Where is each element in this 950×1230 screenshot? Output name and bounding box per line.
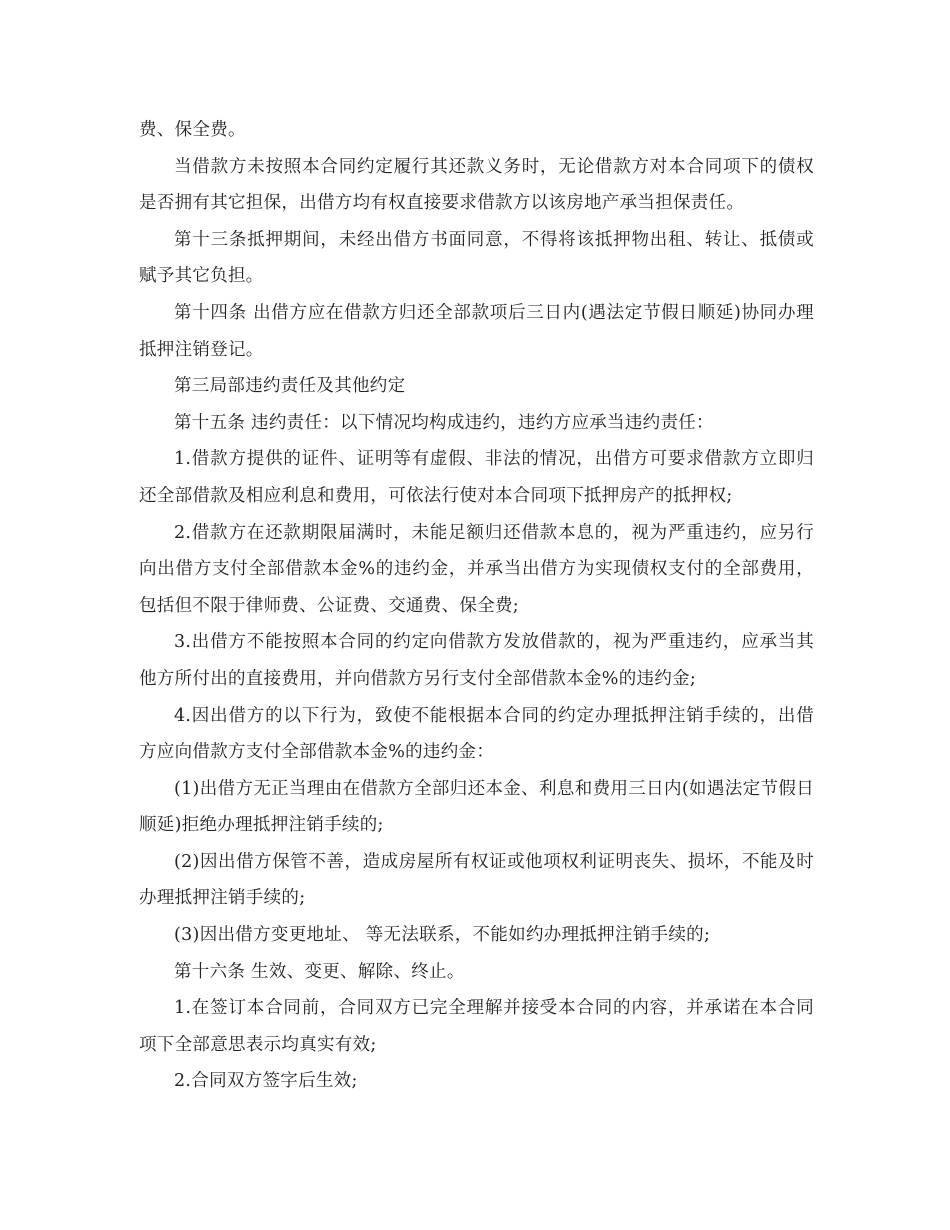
paragraph: 第十四条 出借方应在借款方归还全部款项后三日内(遇法定节假日顺延)协同办理抵押注销登记。 bbox=[139, 302, 814, 360]
article-heading: 第十五条 违约责任：以下情况均构成违约，违约方应承当违约责任： bbox=[174, 412, 714, 433]
list-item: 1.在签订本合同前，合同双方已完全理解并接受本合同的内容，并承诺在本合同项下全部意思表示均真实有效; bbox=[139, 998, 814, 1055]
list-item: 1.借款方提供的证件、证明等有虚假、非法的情况，出借方可要求借款方立即归还全部借款及相应利息和费用，可依法行使对本合同项下抵押房产的抵押权; bbox=[139, 449, 814, 506]
document-body bbox=[139, 112, 814, 1100]
list-item: 4.因出借方的以下行为，致使不能根据本合同的约定办理抵押注销手续的，出借方应向借款方支付全部借款本金%的违约金： bbox=[139, 705, 814, 763]
paragraph: 当借款方未按照本合同约定履行其还款义务时，无论借款方对本合同项下的债权是否拥有其它担保，出借方均有权直接要求借款方以该房地产承当担保责任。 bbox=[139, 156, 814, 214]
list-item: 2.借款方在还款期限届满时，未能足额归还借款本息的，视为严重违约，应另行向出借方支付全部借款本金%的违约金，并承当出借方为实现债权支付的全部费用，包括但不限于律师费、公证费、交通费、保全费; bbox=[139, 522, 814, 616]
list-item: 3.出借方不能按照本合同的约定向借款方发放借款的，视为严重违约，应承当其他方所付出的直接费用，并向借款方另行支付全部借款本金%的违约金; bbox=[139, 632, 814, 689]
article-heading: 第十六条 生效、变更、解除、终止。 bbox=[174, 961, 465, 982]
paragraph: 费、保全费。 bbox=[139, 120, 246, 140]
sub-list-item: (3)因出借方变更地址、 等无法联系，不能如约办理抵押注销手续的; bbox=[174, 925, 711, 946]
sub-list-item: (2)因出借方保管不善，造成房屋所有权证或他项权利证明丧失、损坏，不能及时办理抵押注销手续的; bbox=[139, 851, 814, 909]
sub-list-item: (1)出借方无正当理由在借款方全部归还本金、利息和费用三日内(如遇法定节假日顺延)拒绝办理抵押注销手续的; bbox=[139, 778, 814, 836]
paragraph: 第十三条抵押期间，未经出借方书面同意，不得将该抵押物出租、转让、抵债或赋予其它负担。 bbox=[139, 229, 814, 287]
section-heading: 第三局部违约责任及其他约定 bbox=[174, 376, 406, 397]
list-item: 2.合同双方签字后生效; bbox=[174, 1071, 358, 1092]
